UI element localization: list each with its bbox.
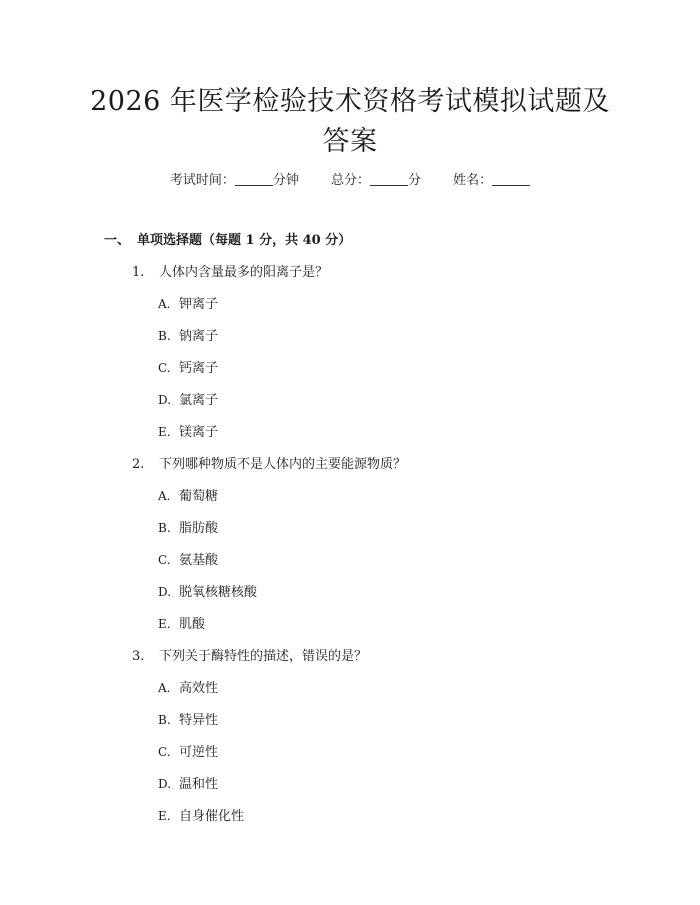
option-text: 肌酸 — [179, 617, 206, 632]
option-text: 脂肪酸 — [179, 521, 219, 536]
option — [158, 741, 218, 760]
score-blank[interactable] — [370, 185, 408, 186]
option — [158, 293, 218, 312]
question — [132, 645, 367, 664]
option — [158, 613, 205, 632]
option-letter: D. — [158, 585, 172, 599]
option-letter: D. — [158, 777, 172, 791]
option-letter: A. — [158, 297, 171, 311]
option — [158, 709, 218, 728]
option-letter: E. — [158, 617, 171, 631]
option-text: 脱氧核糖核酸 — [179, 585, 258, 600]
option-letter: A. — [158, 489, 171, 503]
question — [132, 453, 406, 472]
name-blank[interactable] — [492, 185, 530, 186]
option-letter: E. — [158, 425, 171, 439]
option-text: 氨基酸 — [179, 553, 219, 568]
question-number: 1. — [132, 265, 145, 280]
option-text: 镁离子 — [179, 425, 219, 440]
option-text: 钠离子 — [179, 329, 219, 344]
option — [158, 581, 257, 600]
section-number: 一、 — [104, 233, 131, 248]
option-text: 自身催化性 — [179, 809, 245, 824]
option-letter: C. — [158, 745, 171, 759]
score-unit: 分 — [408, 173, 422, 188]
section-title: 单项选择题（每题 1 分，共 40 分） — [137, 233, 352, 248]
option-text: 钙离子 — [179, 361, 219, 376]
option-text: 钾离子 — [179, 297, 219, 312]
option — [158, 517, 218, 536]
option-text: 氯离子 — [179, 393, 219, 408]
question-text: 人体内含量最多的阳离子是？ — [159, 265, 329, 280]
option-letter: C. — [158, 553, 171, 567]
exam-time — [170, 173, 303, 188]
option — [158, 805, 244, 824]
question — [132, 261, 328, 280]
option-text: 高效性 — [179, 681, 219, 696]
time-blank[interactable] — [235, 185, 273, 186]
exam-title: 2026 年医学检验技术资格考试模拟试题及答案 — [90, 86, 610, 157]
option-letter: B. — [158, 329, 171, 343]
score-label: 总分： — [330, 173, 370, 188]
exam-meta — [0, 169, 700, 188]
option — [158, 421, 218, 440]
exam-name — [453, 173, 530, 188]
question-number: 2. — [132, 457, 145, 472]
option-text: 温和性 — [179, 777, 219, 792]
option-text: 特异性 — [179, 713, 219, 728]
option — [158, 677, 218, 696]
time-unit: 分钟 — [272, 173, 299, 188]
exam-score — [331, 173, 425, 188]
option — [158, 389, 218, 408]
option-letter: B. — [158, 713, 171, 727]
time-label: 考试时间： — [169, 173, 235, 188]
option — [158, 485, 218, 504]
option-text: 可逆性 — [179, 745, 219, 760]
option-text: 葡萄糖 — [179, 489, 219, 504]
option — [158, 357, 218, 376]
question-text: 下列关于酶特性的描述，错误的是？ — [159, 649, 368, 664]
option-letter: C. — [158, 361, 171, 375]
name-label: 姓名： — [453, 173, 493, 188]
option-letter: E. — [158, 809, 171, 823]
option-letter: D. — [158, 393, 172, 407]
option-letter: B. — [158, 521, 171, 535]
option — [158, 325, 218, 344]
question-text: 下列哪种物质不是人体内的主要能源物质？ — [159, 457, 407, 472]
section-heading — [104, 229, 351, 248]
option — [158, 773, 218, 792]
option — [158, 549, 218, 568]
option-letter: A. — [158, 681, 171, 695]
question-number: 3. — [132, 649, 145, 664]
